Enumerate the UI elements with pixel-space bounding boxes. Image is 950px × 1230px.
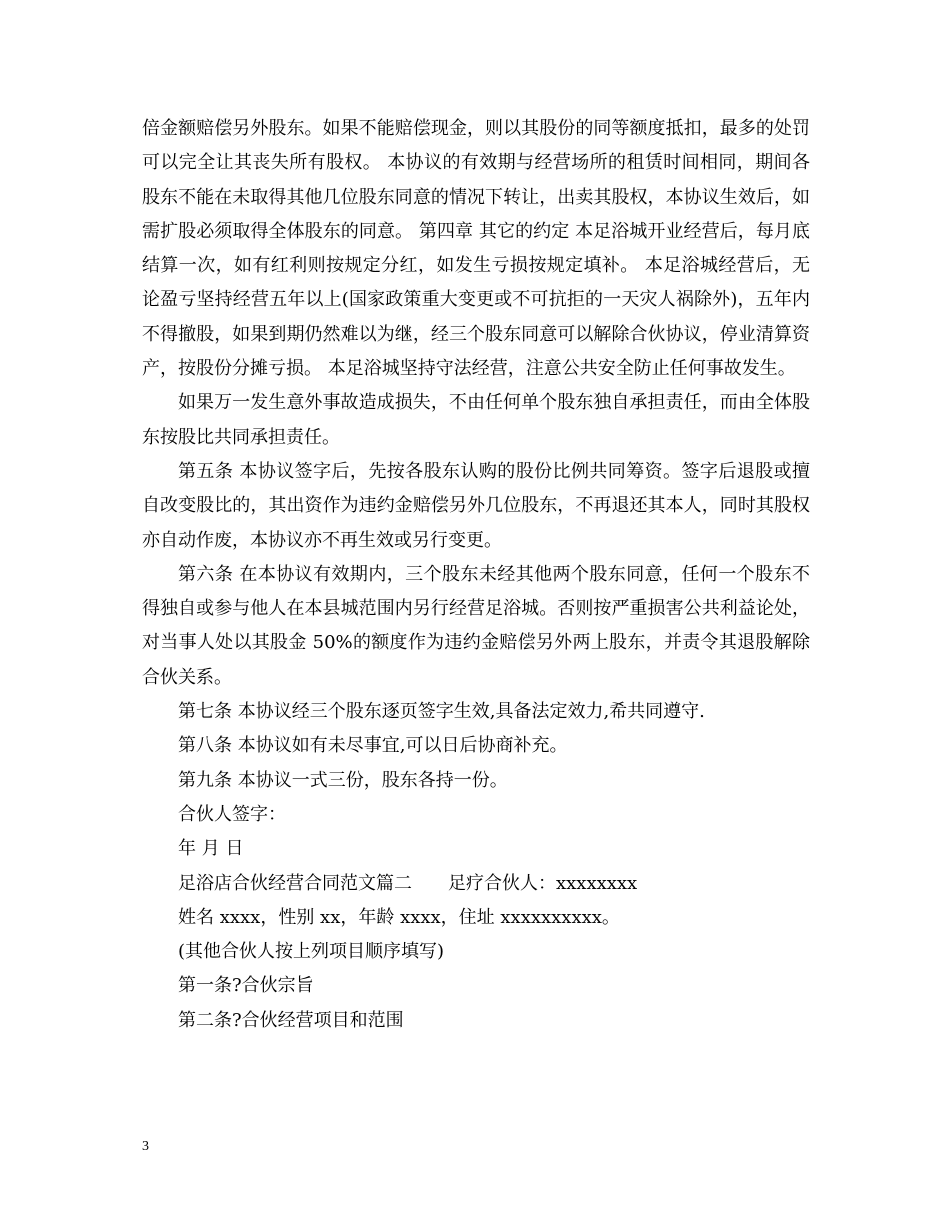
other-partners-note: (其他合伙人按上列项目顺序填写) [178, 941, 445, 963]
partner-signature-line: 合伙人签字： [178, 803, 286, 825]
paragraph-article-eight: 第八条 本协议如有未尽事宜,可以日后协商补充。 [178, 735, 568, 757]
article-two-heading: 第二条?合伙经营项目和范围 [178, 1009, 404, 1031]
section-title-part-two: 足浴店合伙经营合同范文篇二 足疗合伙人：xxxxxxxx [178, 872, 638, 894]
paragraph-article-seven: 第七条 本协议经三个股东逐页签字生效,具备法定效力,希共同遵守. [178, 701, 705, 723]
paragraph-accident-liability: 如果万一发生意外事故造成损失，不由任何单个股东独自承担责任，而由全体股东按股比共同承担责任。 [142, 392, 810, 448]
document-body [142, 112, 810, 1038]
paragraph-article-six: 第六条 在本协议有效期内，三个股东未经其他两个股东同意，任何一个股东不得独自或参与他人在本县城范围内另行经营足浴城。否则按严重损害公共利益论处，对当事人处以其股金 50%的额度作为违约金赔偿另外两上股东，并责令其退股解除合伙关系。 [142, 563, 810, 688]
paragraph-continued-article-four: 倍金额赔偿另外股东。如果不能赔偿现金，则以其股份的同等额度抵扣，最多的处罚可以完全让其丧失所有股权。 本协议的有效期与经营场所的租赁时间相同，期间各股东不能在未取得其他几位股东同意的情况下转让，出卖其股权，本协议生效后，如需扩股必须取得全体股东的同意。 第四章 其它的约定 本足浴城开业经营后，每月底结算一次，如有红利则按规定分红，如发生亏损按规定填补。 本足浴城经营后，无论盈亏坚持经营五年以上(国家政策重大变更或不可抗拒的一天灾人祸除外)，五年内不得撤股，如果到期仍然难以为继，经三个股东同意可以解除合伙协议，停业清算资产，按股份分摊亏损。 本足浴城坚持守法经营，注意公共安全防止任何事故发生。 [142, 118, 810, 380]
partner-info-line: 姓名 xxxx，性别 xx，年龄 xxxx，住址 xxxxxxxxxx。 [178, 906, 620, 928]
paragraph-article-nine: 第九条 本协议一式三份，股东各持一份。 [178, 769, 508, 791]
page-number: 3 [142, 1139, 149, 1154]
article-one-heading: 第一条?合伙宗旨 [178, 975, 314, 997]
date-line: 年 月 日 [178, 838, 244, 860]
paragraph-article-five: 第五条 本协议签字后，先按各股东认购的股份比例共同筹资。签字后退股或擅自改变股比的，其出资作为违约金赔偿另外几位股东，不再退还其本人，同时其股权亦自动作废，本协议亦不再生效或另行变更。 [142, 460, 810, 551]
